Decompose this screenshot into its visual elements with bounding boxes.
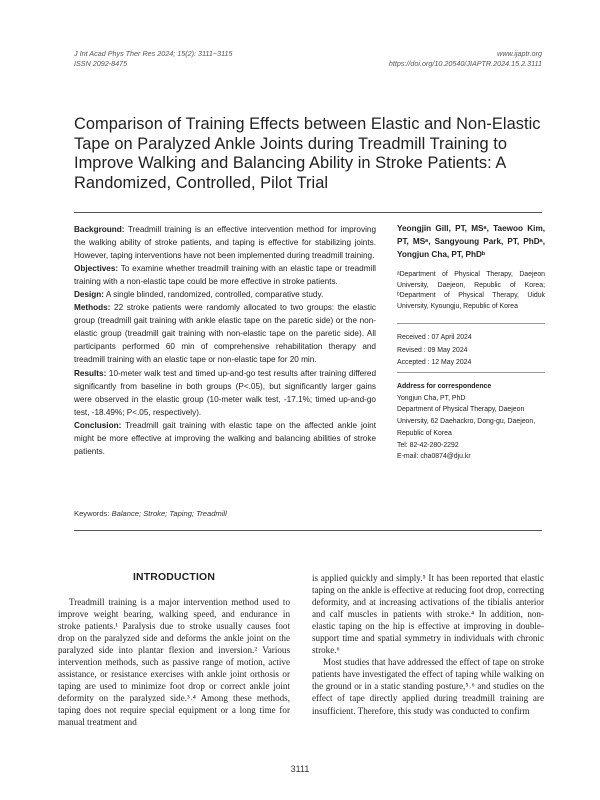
keywords	[74, 509, 227, 518]
correspondence-label: Address for correspondence	[397, 383, 492, 390]
sidebar-divider	[397, 323, 545, 324]
sidebar-divider-2	[397, 372, 545, 373]
correspondence-address: Department of Physical Therapy, Daejeon University, 62 Daehackro, Dong-gu, Daejeon, Republic of Korea	[397, 406, 536, 437]
page-number: 3111	[290, 764, 310, 774]
background-label: Background:	[74, 225, 125, 234]
methods-text: 22 stroke patients were randomly allocated to two groups: the elastic group (treadmill gait training with ankle elastic tape on the paretic side) or the non-elastic group (treadmill gait training with non-elastic tape on the paretic side). All participants performed 60 min of comprehensive rehabilitation therapy and treadmill training with an elastic tape or non-elastic tape for 20 min.	[74, 303, 376, 365]
correspondence-email[interactable]: E-mail: cha0874@dju.kr	[397, 453, 471, 461]
background-text: Treadmill training is an effective intervention method for improving the walking ability of stroke patients, and taping is effective for stabilizing joints. However, taping interventions have not been implemented during treadmill training.	[74, 225, 376, 261]
website-link[interactable]: www.ijaptr.org	[497, 49, 542, 58]
paper-title: Comparison of Training Effects between Elastic and Non-Elastic Tape on Paralyzed Ankle Joints during Treadmill Training to Improve Walking and Balancing Ability in Stroke Patients: A Randomized, Controlled, Pilot Trial	[74, 115, 541, 192]
article-dates	[397, 332, 545, 370]
doi-link[interactable]: https://doi.org/10.20540/JIAPTR.2024.15.2.3111	[388, 59, 542, 68]
abstract-bottom-rule	[74, 530, 542, 531]
objectives-label: Objectives:	[74, 264, 119, 274]
abstract-top-rule	[74, 212, 542, 213]
journal-citation	[74, 49, 233, 69]
conclusion-label: Conclusion:	[74, 420, 122, 430]
intro-paragraph-2: Most studies that have addressed the effect of tape on stroke patients have investigated the effect of taping while walking on the ground or in a static standing posture,⁵˒⁶ and studies on the effect of tape directly applied during treadmill training are insufficient. Therefore, this study was conducted to confirm	[312, 657, 544, 716]
affiliations: ᵃDepartment of Physical Therapy, Daejeon University, Daejeon, Republic of Korea; ᵇDepartment of Physical Therapy, Uiduk University, Kyoungju, Republic of Korea	[397, 271, 545, 310]
intro-paragraph-1: Treadmill training is a major intervention method used to improve weight bearing, walking speed, and endurance in stroke patients.¹ Paralysis due to stroke usually causes foot drop on the paralyzed side and deforms the ankle joint on the paralyzed side into plantar flexion and inversion.² Various intervention methods, such as passive range of motion, active assistance, or resistance exercises with ankle joint orthosis or taping are used to minimize foot drop or correct ankle joint deformity on the paralyzed side.³˒⁴ Among these methods, taping does not require special equipment or a long time for manual treatment and	[58, 597, 290, 728]
journal-line: J Int Acad Phys Ther Res 2024; 15(2): 3111~3115	[74, 49, 233, 58]
journal-links	[389, 49, 542, 69]
body-column-right	[312, 572, 544, 717]
keywords-text: Balance; Stroke; Taping; Treadmill	[111, 509, 227, 518]
abstract-objectives	[74, 262, 376, 288]
author-list: Yeongjin Gill, PT, MSᵃ, Taewoo Kim, PT, MSᵃ, Sangyoung Park, PT, PhDᵃ, Yongjun Cha, PT, PhDᵇ	[397, 224, 545, 259]
issn-line: ISSN 2092-8475	[74, 59, 128, 68]
accepted-date: Accepted : 12 May 2024	[397, 359, 472, 366]
design-label: Design:	[74, 290, 105, 300]
conclusion-text: Treadmill gait training with elastic tape on the affected ankle joint might be more effective at improving the walking and balancing abilities of stroke patients.	[74, 420, 376, 456]
section-heading-introduction: INTRODUCTION	[132, 572, 216, 583]
received-date: Received : 07 April 2024	[397, 334, 472, 341]
revised-date: Revised : 09 May 2024	[397, 346, 468, 354]
abstract-background	[74, 223, 376, 262]
body-column-left	[58, 596, 290, 729]
intro-paragraph-1-cont: is applied quickly and simply.⁵ It has been reported that elastic taping on the ankle is effective at reducing foot drop, correcting deformity, and at increasing activations of the tibialis anterior and calf muscles in patients with stroke.⁴ In addition, non-elastic taping on the hip is effective at improving in double-support time and spatial symmetry in individuals with chronic stroke.⁶	[312, 573, 544, 656]
abstract-conclusion	[74, 419, 376, 458]
correspondence-name: Yongjun Cha, PT, PhD	[397, 394, 466, 402]
correspondence	[397, 381, 545, 463]
abstract-design	[74, 288, 376, 301]
correspondence-tel: Tel: 82-42-280-2292	[397, 441, 459, 449]
results-text: 10-meter walk test and timed up-and-go test results after training differed significantly from baseline in both groups (P<.05), but significantly larger gains were observed in the elastic group (10-meter walk test, -17.1%; timed up-and-go test, -18.49%; P<.05, respectively).	[74, 368, 376, 417]
abstract	[74, 223, 376, 458]
design-text: A single blinded, randomized, controlled, comparative study.	[104, 290, 324, 300]
abstract-results	[74, 367, 376, 419]
keywords-label: Keywords:	[74, 509, 110, 518]
results-label: Results:	[74, 368, 107, 378]
methods-label: Methods:	[74, 303, 111, 313]
abstract-methods	[74, 301, 376, 366]
objectives-text: To examine whether treadmill training with an elastic tape or treadmill training with a non-elastic tape could be more effective in stroke patients.	[74, 264, 376, 287]
